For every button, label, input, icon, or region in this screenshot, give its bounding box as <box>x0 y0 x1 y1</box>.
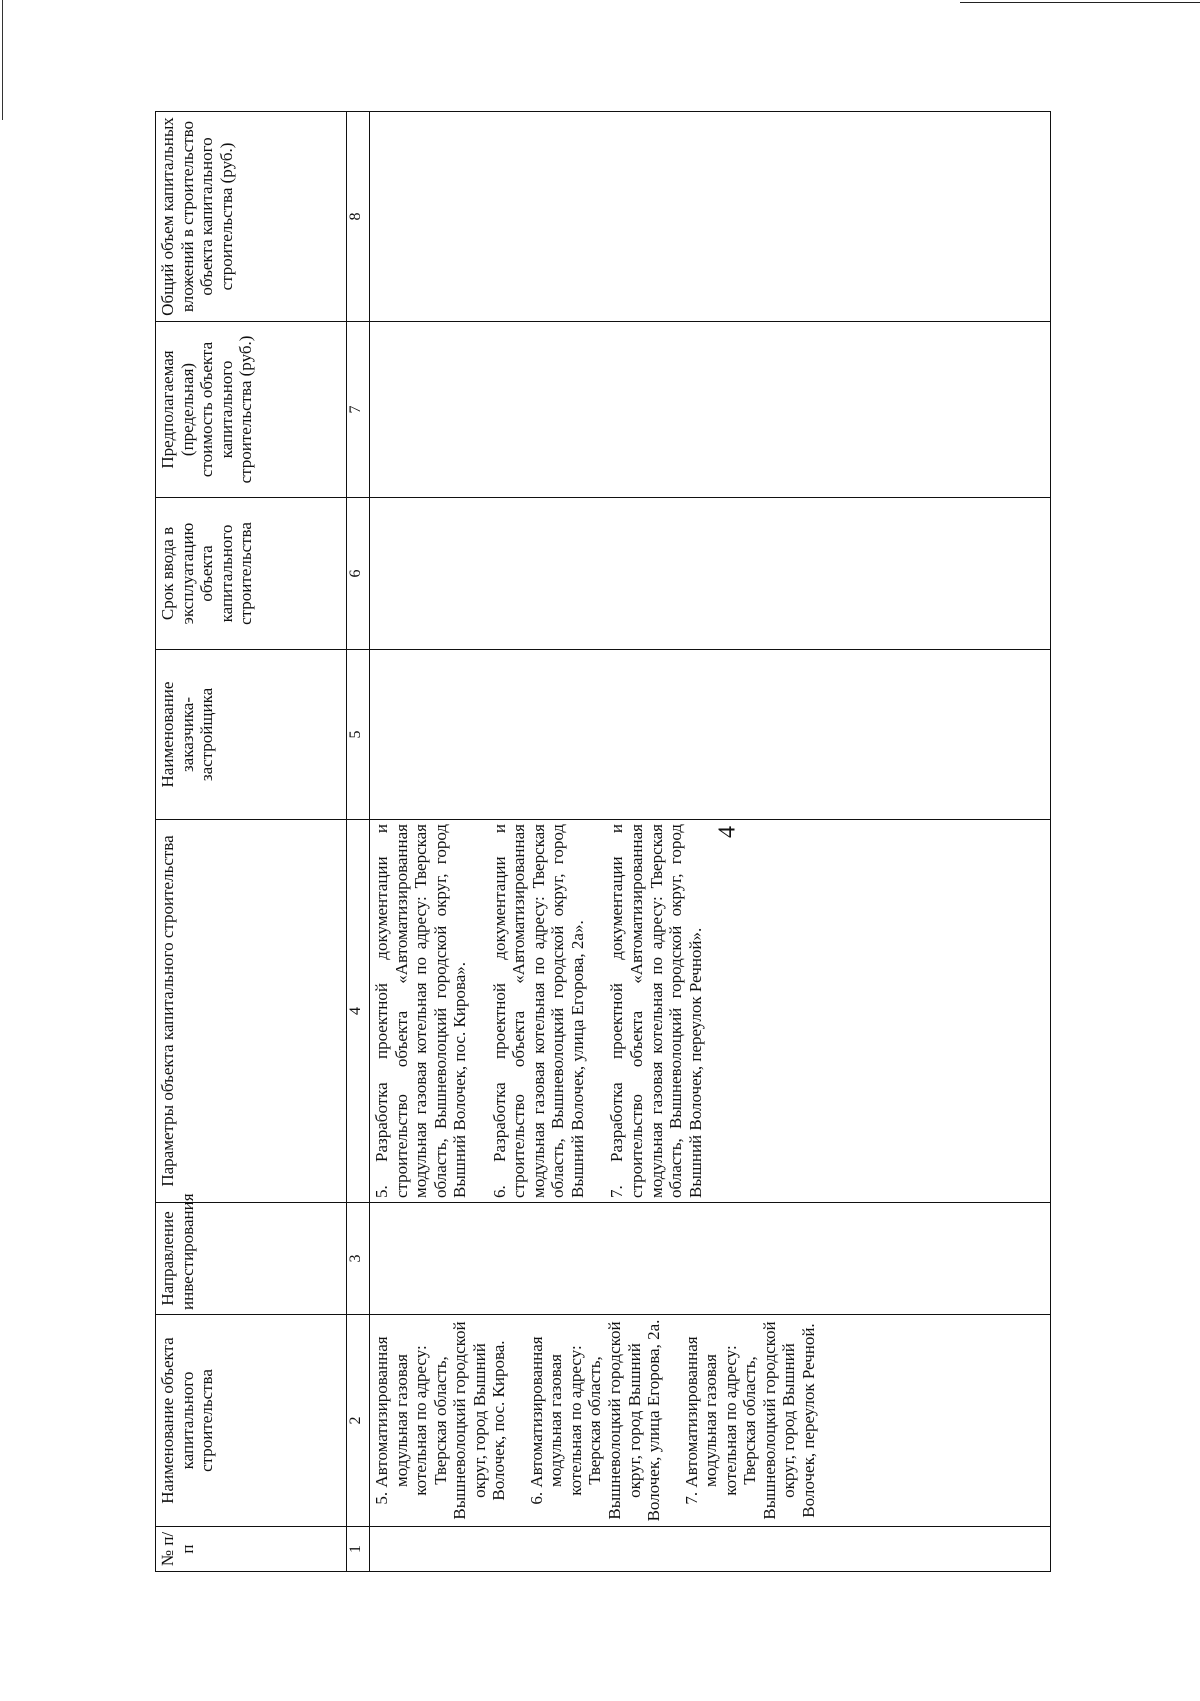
object-name-item: 5. Автоматизированная модульная газовая котельная по адресу: Тверская область, Вышневолоцкий городской округ, город Вышний Волочек, пос. Кирова. <box>372 1321 509 1520</box>
header-total-investment: Общий объем капитальных вложений в строительство объекта капитального строительства (руб.) <box>156 112 347 322</box>
header-customer-developer: Наименование заказчика-застройщика <box>156 650 347 820</box>
object-parameter-item: 7. Разработка проектной документации и строительство объекта «Автоматизированная модульная газовая котельная по адресу: Тверская область, Вышневолоцкий городской округ, город Вышний Волочек, переулок Речной». <box>607 824 705 1198</box>
column-number: 2 <box>347 1315 370 1527</box>
column-number: 7 <box>347 322 370 498</box>
cell-estimated-cost <box>370 322 1051 498</box>
scan-edge-line-top <box>960 2 1200 3</box>
header-investment-direction: Направление инвестирования <box>156 1203 347 1315</box>
header-estimated-cost: Предполагаемая (предельная) стоимость объекта капитального строительства (руб.) <box>156 322 347 498</box>
object-parameter-item: 6. Разработка проектной документации и строительство объекта «Автоматизированная модульная газовая котельная по адресу: Тверская область, Вышневолоцкий городской округ, город Вышний Волочек, улица Егорова, 2а». <box>489 824 587 1198</box>
header-commissioning-deadline: Срок ввода в эксплуатацию объекта капитального строительства <box>156 498 347 650</box>
rotated-table-container <box>155 112 1070 1572</box>
cell-num <box>370 1527 1051 1572</box>
column-number: 4 <box>347 820 370 1203</box>
column-number: 5 <box>347 650 370 820</box>
header-row <box>156 112 347 1572</box>
cell-total-investment <box>370 112 1051 322</box>
header-num: № п/п <box>156 1527 347 1572</box>
cell-investment-direction <box>370 1203 1051 1315</box>
cell-commissioning-deadline <box>370 498 1051 650</box>
column-number: 3 <box>347 1203 370 1315</box>
capital-construction-table <box>155 111 1051 1572</box>
header-object-name: Наименование объекта капитального строительства <box>156 1315 347 1527</box>
header-object-parameters: Параметры объекта капитального строительства <box>156 820 347 1203</box>
cell-object-parameters <box>370 820 1051 1203</box>
object-name-item: 7. Автоматизированная модульная газовая котельная по адресу: Тверская область, Вышневолоцкий городской округ, город Вышний Волочек, переулок Речной. <box>681 1321 818 1520</box>
object-name-item: 6. Автоматизированная модульная газовая котельная по адресу: Тверская область, Вышневолоцкий городской округ, город Вышний Волочек, улица Егорова, 2а. <box>526 1319 664 1522</box>
cell-customer-developer <box>370 650 1051 820</box>
column-number: 1 <box>347 1527 370 1572</box>
cell-object-names <box>370 1315 1051 1527</box>
column-number: 8 <box>347 112 370 322</box>
page-number: 4 <box>714 826 741 838</box>
scan-edge-line-left <box>2 0 3 120</box>
column-number-row <box>347 112 370 1572</box>
column-number: 6 <box>347 498 370 650</box>
object-parameter-item: 5. Разработка проектной документации и строительство объекта «Автоматизированная модульная газовая котельная по адресу: Тверская область, Вышневолоцкий городской округ, город Вышний Волочек, пос. Кирова». <box>372 824 470 1198</box>
table-row <box>370 112 1051 1572</box>
